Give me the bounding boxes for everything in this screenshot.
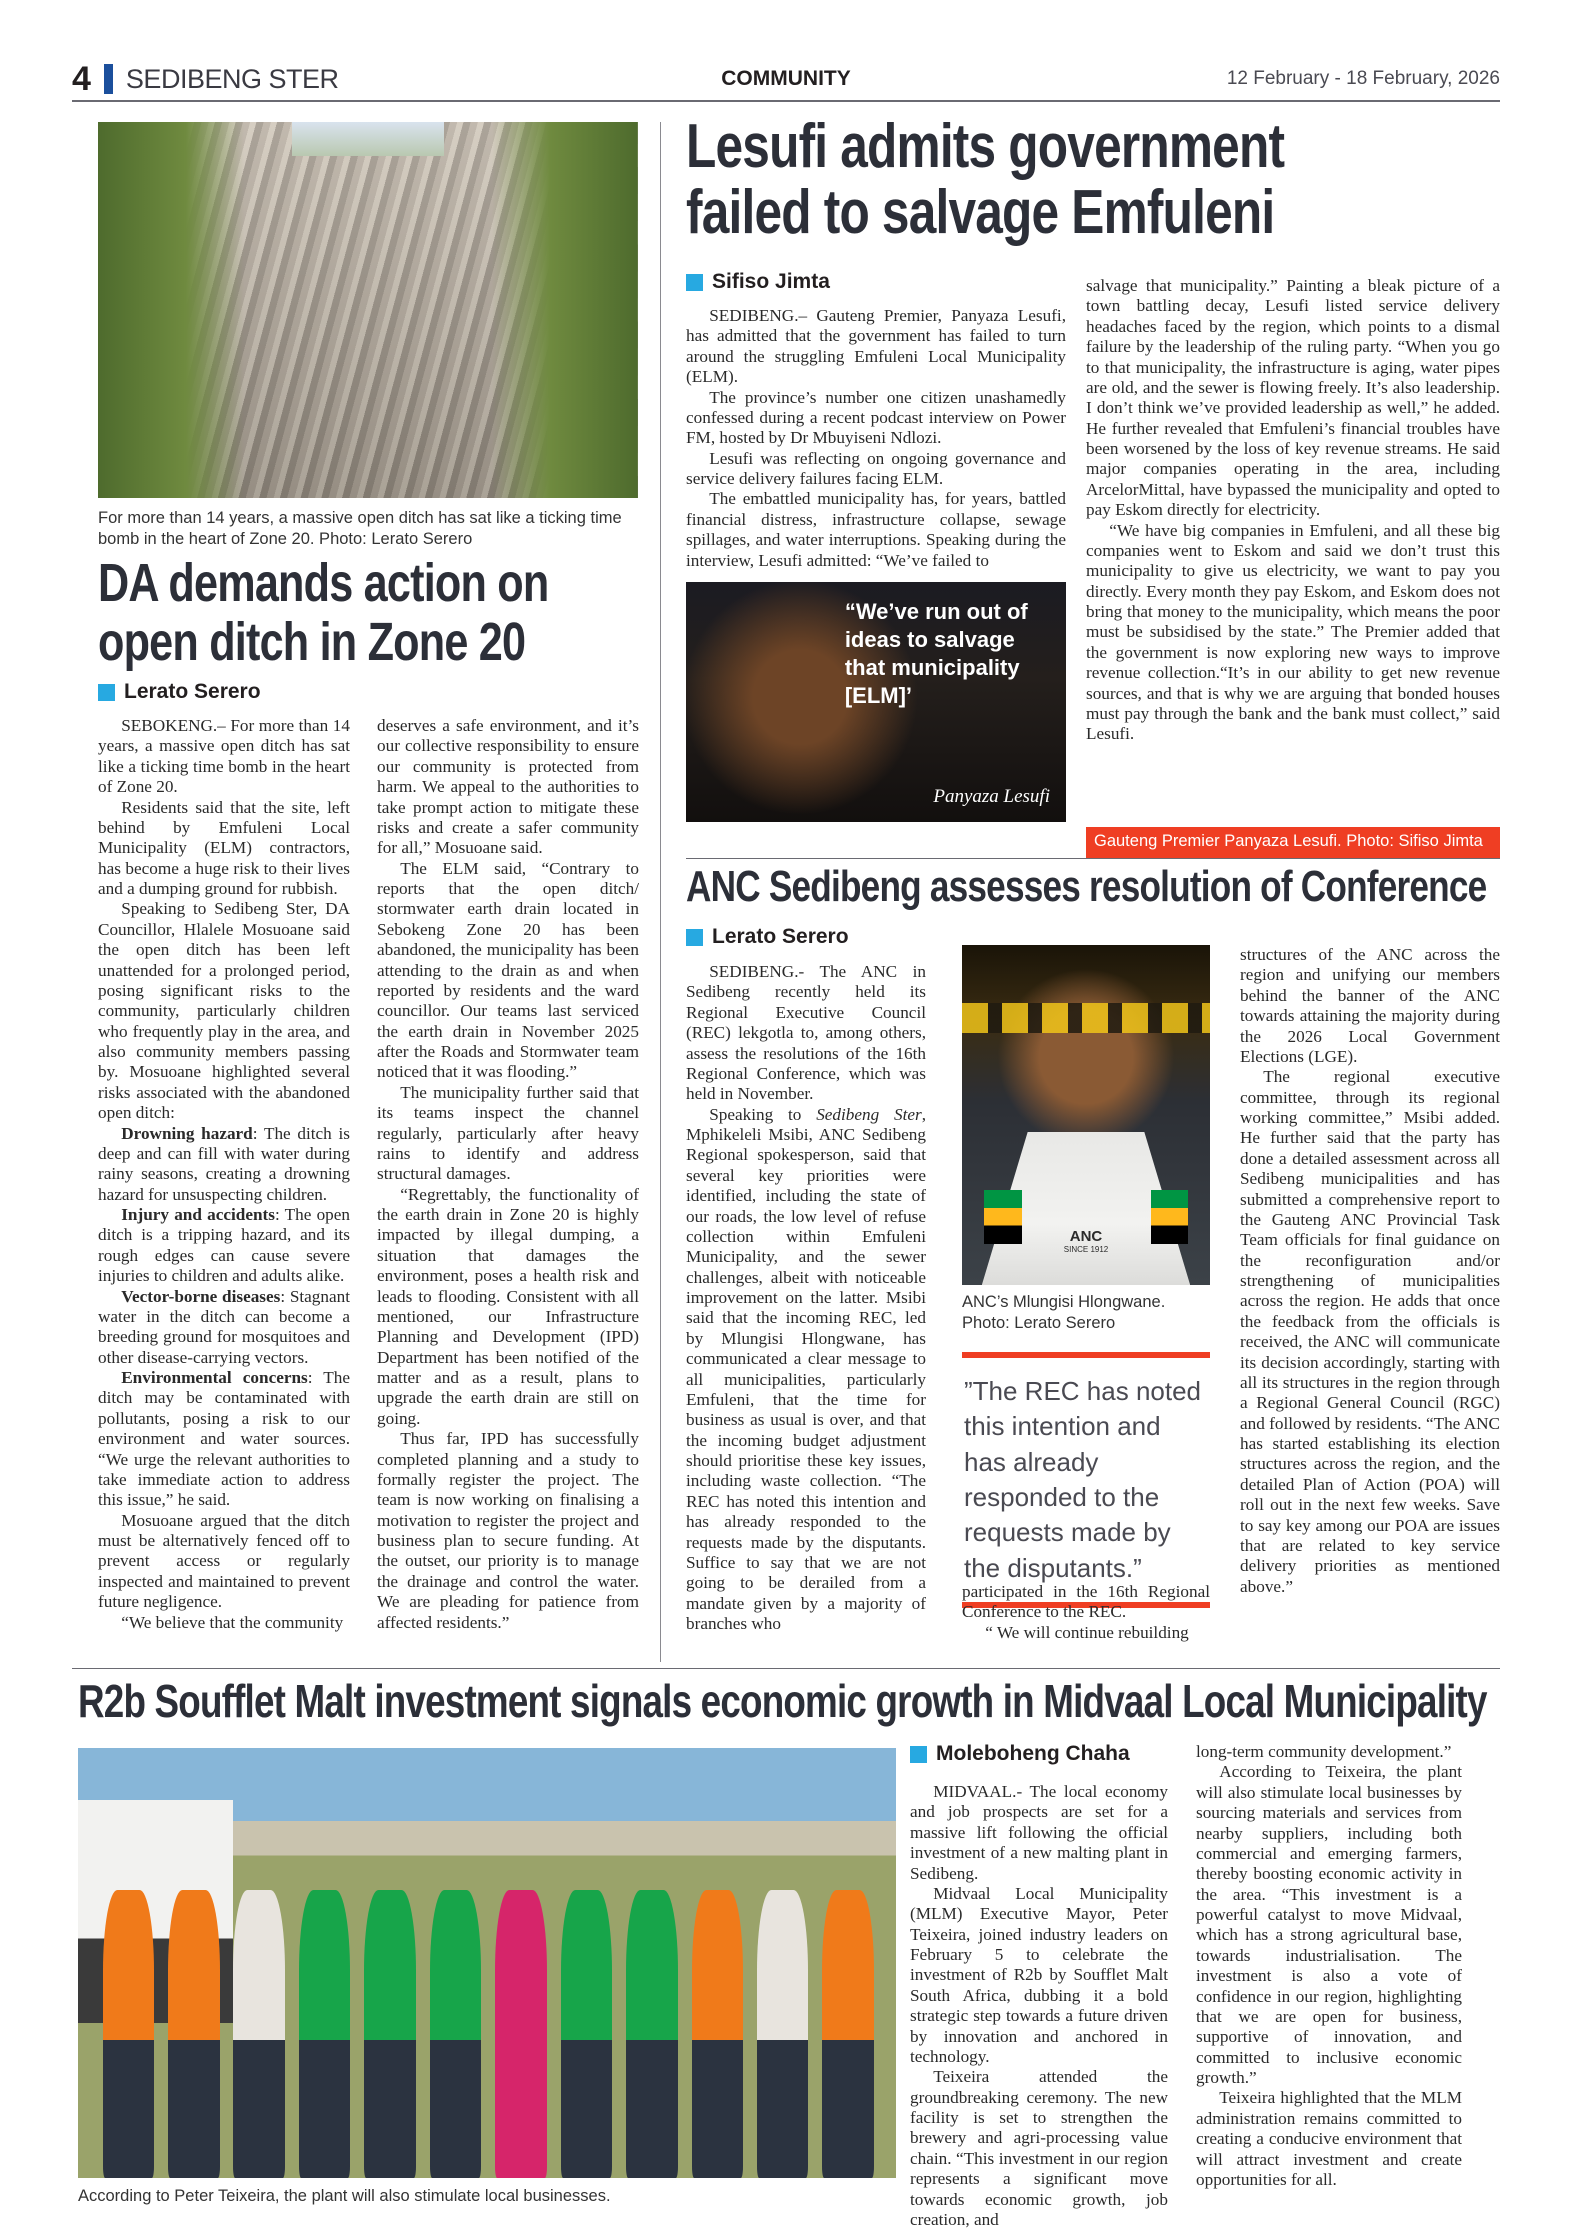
malt-column-2 <box>1196 1742 1462 2190</box>
paragraph: “Regrettably, the functionality of the earth drain in Zone 20 is highly impacted by illegal dumping, a situation that damages the environment, poses a health risk and leads to flooding. Consistent with all mentioned, our Infrastructure Planning and Development (IPD) Department has been notified of the matter and as a result, plans to upgrade the earth drain are still on going. <box>377 1184 639 1428</box>
malt-photo-person <box>626 1890 678 2178</box>
ditch-photo-caption: For more than 14 years, a massive open ditch has sat like a ticking time bomb in the heart of Zone 20. Photo: Lerato Serero <box>98 509 622 548</box>
anc-photo-logo <box>1064 1228 1108 1254</box>
paragraph: “We have big companies in Emfuleni, and all these big companies went to Eskom and said we don’t trust this municipality to give us electricity, we want to pay you directly. Every month they pay Eskom, and Eskom does not bring that money to the municipality, which means the poor must be subsidised by the state.” The Premier added that the government is now exploring new ways to improve revenue collection.“It’s in our ability to get new revenue sources, and that is why we are arguing that bonded houses must pay through the bank and the bank must collect,” said Lesufi. <box>1086 520 1500 744</box>
paragraph: Speaking to Sedibeng Ster, DA Councillor, Hlalele Mosuoane said the open ditch has been left unattended for a prolonged period, posing significant risks to the community, particularly children who frequently play in the area, and also community members passing by. Mosuoane highlighted several risks associated with the abandoned open ditch: <box>98 899 350 1123</box>
paper-name: SEDIBENG STER <box>125 63 339 94</box>
issue-date: 12 February - 18 February, 2026 <box>1226 68 1500 89</box>
paragraph: Vector-borne diseases: Stagnant water in the ditch can become a breeding ground for mosquitoes and other disease-carrying vectors. <box>98 1286 350 1367</box>
section-name: COMMUNITY <box>721 67 851 90</box>
paragraph: “We believe that the community <box>121 1612 344 1632</box>
byline-square-icon <box>686 274 703 291</box>
anc-column-3 <box>1240 945 1500 1597</box>
page-number: 4 <box>72 60 90 98</box>
lesufi-column-2 <box>1086 276 1500 745</box>
paragraph: Environmental concerns: The ditch may be contaminated with pollutants, posing a risk to our environment and water sources. “We urge the relevant authorities to take immediate action to address this issue,” he said. <box>98 1368 350 1510</box>
lesufi-column-1 <box>686 306 1066 571</box>
paragraph: Teixeira attended the groundbreaking ceremony. The new facility is set to strengthen the brewery and agri-processing value chain. “This investment in our region represents a significant move towards economic growth, job creation, and <box>910 2067 1168 2229</box>
paragraph: salvage that municipality.” Painting a bleak picture of a town battling decay, Lesufi listed service delivery headaches faced by the region, which points to a dismal failure by the leadership of the ruling party. “When you go to that municipality, the infrastructure is aging, water pipes are old, and the sewer is flowing freely. It’s also leadership. I don’t think we’ve provided leadership as well,” he added. He further revealed that Emfuleni’s financial troubles have been worsened by the loss of key revenue streams. He said major companies operating in the area, including ArcelorMittal, have bypassed the municipality and opted to pay Eskom directly for electricity. <box>1086 276 1500 520</box>
byline-square-icon <box>686 929 703 946</box>
anc-photo-caption: ANC’s Mlungisi Hlongwane. Photo: Lerato Serero <box>962 1293 1166 1332</box>
paragraph: long-term community development.” <box>1196 1742 1452 1761</box>
lesufi-headline-line-2: failed to salvage Emfuleni <box>686 178 1275 248</box>
malt-photo-person <box>757 1890 809 2178</box>
malt-column-1 <box>910 1782 1168 2230</box>
paragraph: According to Teixeira, the plant will also stimulate local businesses by sourcing materials and services from nearby suppliers, including both commercial and emerging farmers, thereby boosting economic activity in the area. “This investment is a powerful catalyst to move Midvaal, which has a strong agricultural base, towards industrialisation. The investment is also a vote of confidence in our region, highlighting that we are open for business, supportive of innovation, and committed to inclusive economic growth.” <box>1196 1762 1462 2087</box>
ditch-byline-name: Lerato Serero <box>124 680 261 703</box>
masthead <box>72 56 1500 102</box>
paragraph: The ELM said, “Contrary to reports that the open ditch/ stormwater earth drain located in Sebokeng Zone 20 has been abandoned, the municipality has been attending to the drain as and when reported by residents and the ward councillor. Our teams last serviced the earth drain in November 2025 after the Roads and Stormwater team noticed that it was flooding.” <box>377 858 639 1082</box>
paragraph: Residents said that the site, left behind by Emfuleni Local Municipality (ELM) contractors, has become a huge risk to their lives and a dumping ground for rubbish. <box>98 797 350 898</box>
paragraph: Speaking to Sedibeng Ster, Mphikeleli Msibi, ANC Sedibeng Regional spokesperson, said that several key priorities were identified, including the state of our roads, the low level of refuse collection within Emfuleni Municipality, and the sewer challenges, albeit with noticeable improvement on the latter. Msibi said that the incoming REC, led by Mlungisi Hlongwane, has communicated a clear message to all municipalities, particularly Emfuleni, that the time for business as usual is over, and that the incoming budget adjustment should prioritise these key issues, including waste collection. “The REC has noted this intention and has already responded to the requests made by the disputants. Suffice to say that we are not going to be derailed from a mandate given by a majority of branches who <box>686 1104 926 1633</box>
masthead-rule <box>72 100 1500 102</box>
masthead-accent-bar <box>104 64 113 94</box>
ditch-photo-right-bank <box>492 122 638 498</box>
paragraph: Thus far, IPD has successfully completed planning and a study to formally register the project. The team is now working on finalising a motivation to register the project and business plan to secure funding. At the outset, our priority is to manage the drainage and control the water. We are pleading for patience from affected residents.” <box>377 1429 639 1632</box>
byline-square-icon <box>98 684 115 701</box>
malt-photo-person <box>168 1890 220 2178</box>
ditch-byline <box>98 680 261 704</box>
paragraph: The embattled municipality has, for years, battled financial distress, infrastructure collapse, sewage spillages, and water interruptions. Speaking during the interview, Lesufi admitted: “We’ve failed to <box>686 489 1066 570</box>
anc-logo-since: SINCE 1912 <box>1063 1245 1109 1255</box>
ditch-photo <box>98 122 638 498</box>
malt-headline: R2b Soufflet Malt investment signals economic growth in Midvaal Local Municipality <box>78 1675 1487 1727</box>
ditch-headline-line-2: open ditch in Zone 20 <box>98 611 526 672</box>
section-divider-bottom <box>72 1668 1500 1669</box>
lesufi-byline <box>686 270 830 294</box>
ditch-column-2 <box>377 716 639 1656</box>
anc-photo <box>962 945 1210 1285</box>
lesufi-headline-line-1: Lesufi admits government <box>686 112 1285 181</box>
lesufi-photo-caption: Gauteng Premier Panyaza Lesufi. Photo: Sifiso Jimta <box>1086 827 1500 858</box>
lesufi-photo-quote: “We’ve run out of ideas to salvage that municipality [ELM]’ <box>844 599 1028 709</box>
paragraph: Teixeira highlighted that the MLM administration remains committed to creating a conducive environment that will attract investment and create opportunities for all. <box>1196 2088 1462 2189</box>
lesufi-photo <box>686 582 1066 822</box>
anc-byline-name: Lerato Serero <box>712 925 849 948</box>
paragraph: structures of the ANC across the region and unifying our members behind the banner of the ANC towards attaining the majority during the 2026 Local Government Elections (LGE). <box>1240 945 1500 1066</box>
ditch-column-1 <box>98 716 350 1656</box>
paragraph: “ We will continue rebuilding <box>985 1622 1189 1642</box>
anc-photo-flag-left <box>984 1190 1021 1244</box>
paragraph: Mosuoane argued that the ditch must be alternatively fenced off to prevent access or regularly inspected and maintained to prevent future negligence. <box>98 1510 350 1612</box>
ditch-photo-left-bank <box>98 122 244 498</box>
paragraph: The province’s number one citizen unashamedly confessed during a recent podcast interview on Power FM, hosted by Dr Mbuyiseni Ndlozi. <box>686 387 1066 448</box>
anc-byline <box>686 925 849 949</box>
malt-photo-person <box>103 1890 155 2178</box>
malt-photo-person <box>495 1890 547 2178</box>
malt-byline <box>910 1742 1130 1766</box>
paragraph: SEDIBENG.– Gauteng Premier, Panyaza Lesufi, has admitted that the government has failed to turn around the struggling Emfuleni Local Municipality (ELM). <box>686 306 1066 387</box>
ditch-photo-sky <box>292 122 443 156</box>
paragraph: Midvaal Local Municipality (MLM) Executive Mayor, Peter Teixeira, joined industry leaders on February 5 to celebrate the investment of R2b by Soufflet Malt South Africa, dubbing it a bold strategic step towards a future driven by innovation and anchored in technology. <box>910 1883 1168 2066</box>
lesufi-photo-quote-attribution: Panyaza Lesufi <box>933 786 1050 807</box>
paragraph: The municipality further said that its teams inspect the channel regularly, particularly after heavy rains to identify and address structural damages. <box>377 1082 639 1184</box>
anc-photo-flag-right <box>1151 1190 1188 1244</box>
anc-pullquote-block <box>962 1352 1210 1608</box>
paragraph: Injury and accidents: The open ditch is a tripping hazard, and its rough edges can cause severe injuries to children and adults alike. <box>98 1205 350 1286</box>
paragraph: MIDVAAL.- The local economy and job prospects are set for a massive lift following the official investment of a new malting plant in Sedibeng. <box>910 1782 1168 1883</box>
anc-headline: ANC Sedibeng assesses resolution of Conference <box>686 862 1487 911</box>
paragraph: SEDIBENG.- The ANC in Sedibeng recently held its Regional Executive Council (REC) lekgotla to, among others, assess the resolutions of the 16th Regional Conference, which was held in November. <box>686 962 926 1104</box>
malt-photo-people <box>78 1843 896 2178</box>
paragraph: Lesufi was reflecting on ongoing governance and service delivery failures facing ELM. <box>686 448 1066 488</box>
byline-square-icon <box>910 1746 927 1763</box>
paragraph: deserves a safe environment, and it’s our collective responsibility to ensure our community is protected from harm. We appeal to the authorities to take prompt action to mitigate these risks and create a safer community for all,” Mosuoane said. <box>377 716 639 858</box>
column-divider-main <box>660 122 661 1662</box>
lesufi-headline <box>686 112 1506 248</box>
malt-photo-person <box>822 1890 874 2178</box>
paragraph: The regional executive committee, through its regional working committee,” Msibi added. He further said that the party has done a detailed assessment across all Sedibeng municipalities and has submitted a comprehensive report to the Gauteng ANC Provincial Task Team officials for final guidance on the reconfiguration and/or strengthening of municipalities across the region. He adds that once the feedback from the officials is received, the ANC will communicate its decision accordingly, starting with all its structures in the region through a Regional General Council (RGC) and followed by residents. “The ANC has started establishing its election structures across the region, and the detailed Plan of Action (POA) will roll out in the next few weeks. Save to say key among our POA are issues that are related to key service delivery priorities as mentioned above.” <box>1240 1067 1500 1596</box>
ditch-headline <box>98 553 718 678</box>
anc-column-2-after-quote <box>962 1582 1210 1643</box>
ditch-headline-line-1: DA demands action on <box>98 553 549 613</box>
paragraph: SEBOKENG.– For more than 14 years, a massive open ditch has sat like a ticking time bomb in the heart of Zone 20. <box>98 716 350 797</box>
malt-photo-person <box>692 1890 744 2178</box>
anc-pullquote: ”The REC has noted this intention and has already responded to the requests made by the disputants.” <box>964 1376 1202 1583</box>
malt-byline-name: Moleboheng Chaha <box>936 1742 1130 1765</box>
malt-photo-caption: According to Peter Teixeira, the plant will also stimulate local businesses. <box>78 2187 611 2205</box>
malt-photo-person <box>430 1890 482 2178</box>
malt-photo-person <box>364 1890 416 2178</box>
anc-photo-banner <box>962 1003 1210 1034</box>
paragraph: participated in the 16th Regional Conference to the REC. <box>962 1582 1210 1622</box>
malt-photo-person <box>561 1890 613 2178</box>
section-divider-lesufi-anc <box>686 858 1500 859</box>
anc-column-1 <box>686 962 926 1634</box>
malt-photo-person <box>233 1890 285 2178</box>
lesufi-byline-name: Sifiso Jimta <box>712 270 830 293</box>
anc-logo-text: ANC <box>1069 1227 1103 1245</box>
malt-photo <box>78 1748 896 2178</box>
malt-photo-person <box>299 1890 351 2178</box>
paragraph: Drowning hazard: The ditch is deep and can fill with water during rainy seasons, creating a drowning hazard for unsuspecting children. <box>98 1123 350 1204</box>
